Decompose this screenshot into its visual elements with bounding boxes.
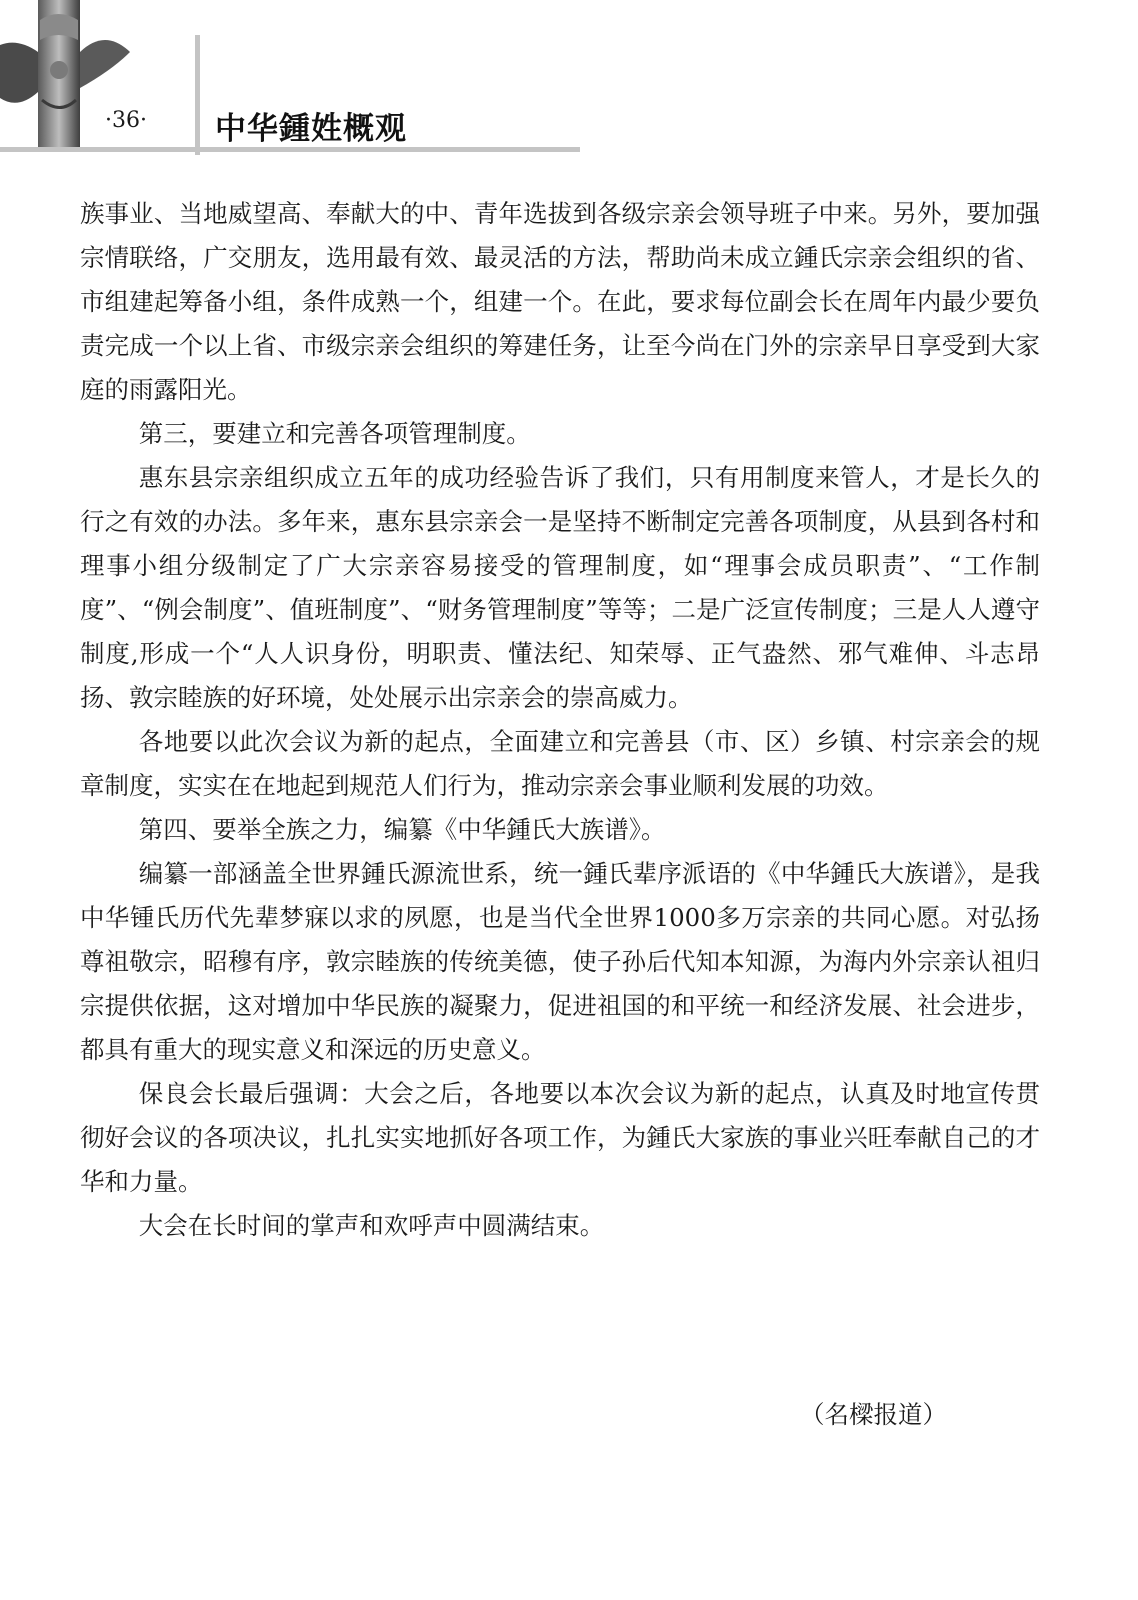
paragraph: 族事业、当地威望高、奉献大的中、青年选拔到各级宗亲会领导班子中来。另外，要加强宗情联络，广交朋友，选用最有效、最灵活的方法，帮助尚未成立鍾氏宗亲会组织的省、市组建起筹备小组，条件成熟一个，组建一个。在此，要求每位副会长在周年内最少要负责完成一个以上省、市级宗亲会组织的筹建任务，让至今尚在门外的宗亲早日享受到大家庭的雨露阳光。 — [80, 199, 1040, 404]
paragraph: 大会在长时间的掌声和欢呼声中圆满结束。 — [138, 1211, 605, 1240]
page-number: ·36· — [105, 108, 147, 133]
byline: （名樑报道） — [800, 1400, 947, 1429]
paragraph: 编纂一部涵盖全世界鍾氏源流世系，统一鍾氏辈序派语的《中华鍾氏大族谱》，是我中华锺氏历代先辈梦寐以求的夙愿，也是当代全世界1000多万宗亲的共同心愿。对弘扬尊祖敬宗，昭穆有序，敦宗睦族的传统美德，使子孙后代知本知源，为海内外宗亲认祖归宗提供依据，这对增加中华民族的凝聚力，促进祖国的和平统一和经济发展、社会进步，都具有重大的现实意义和深远的历史意义。 — [80, 859, 1040, 1064]
body-text — [80, 192, 1040, 1248]
running-title: 中华鍾姓概观 — [215, 111, 407, 147]
section-heading-three: 第三，要建立和完善各项管理制度。 — [138, 419, 531, 448]
section-heading-four: 第四、要举全族之力，编纂《中华鍾氏大族谱》。 — [138, 815, 666, 844]
paragraph: 各地要以此次会议为新的起点，全面建立和完善县（市、区）乡镇、村宗亲会的规章制度，实实在在地起到规范人们行为，推动宗亲会事业顺利发展的功效。 — [80, 727, 1040, 800]
paragraph: 保良会长最后强调：大会之后，各地要以本次会议为新的起点，认真及时地宣传贯彻好会议的各项决议，扎扎实实地抓好各项工作，为鍾氏大家族的事业兴旺奉献自己的才华和力量。 — [80, 1079, 1040, 1196]
header-vertical-rule — [195, 35, 200, 155]
page-header — [0, 0, 1138, 160]
paragraph: 惠东县宗亲组织成立五年的成功经验告诉了我们，只有用制度来管人，才是长久的行之有效的办法。多年来，惠东县宗亲会一是坚持不断制定完善各项制度，从县到各村和理事小组分级制定了广大宗亲容易接受的管理制度，如“理事会成员职责”、“工作制度”、“例会制度”、值班制度”、“财务管理制度”等等；二是广泛宣传制度；三是人人遵守制度,形成一个“人人识身份，明职责、懂法纪、知荣辱、正气盎然、邪气难伸、斗志昂扬、敦宗睦族的好环境，处处展示出宗亲会的崇高威力。 — [80, 463, 1040, 712]
